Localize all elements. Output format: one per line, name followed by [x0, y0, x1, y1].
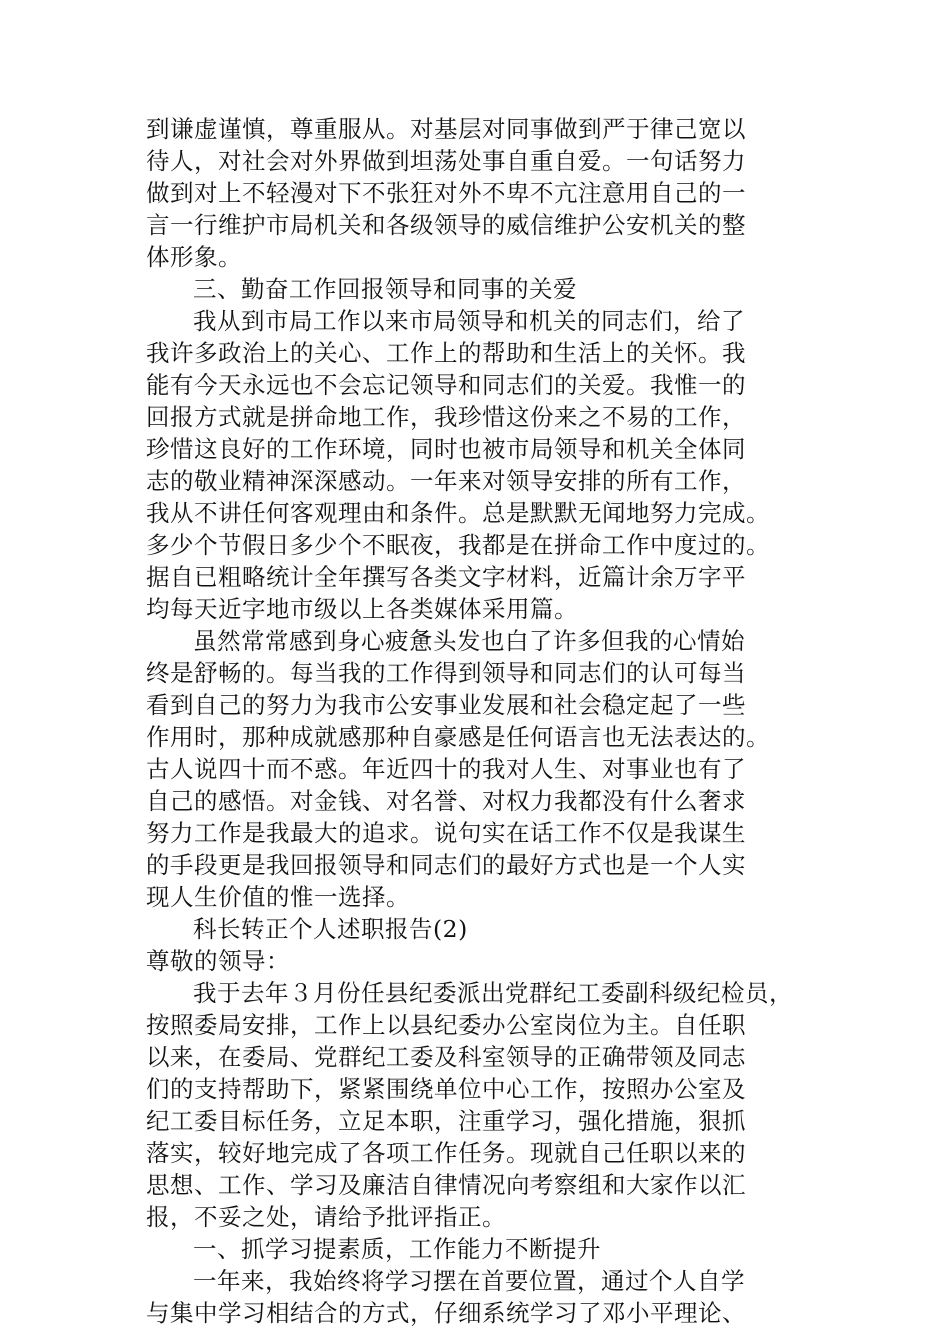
text-line: 落实，较好地完成了各项工作任务。现就自己任职以来的 — [146, 1139, 746, 1167]
text-line: 作用时，那种成就感那种自豪感是任何语言也无法表达的。 — [146, 723, 770, 751]
text-line: 我许多政治上的关心、工作上的帮助和生活上的关怀。我 — [146, 339, 746, 367]
text-line: 珍惜这良好的工作环境，同时也被市局领导和机关全体同 — [146, 435, 746, 463]
text-line: 自己的感悟。对金钱、对名誉、对权力我都没有什么奢求 — [146, 787, 746, 815]
text-line: 做到对上不轻漫对下不张狂对外不卑不亢注意用自己的一 — [146, 179, 746, 207]
text-line: 与集中学习相结合的方式，仔细系统学习了邓小平理论、 — [146, 1299, 746, 1327]
text-line: 我于去年３月份任县纪委派出党群纪工委副科级纪检员， — [193, 979, 793, 1007]
text-line: 按照委局安排，工作上以县纪委办公室岗位为主。自任职 — [146, 1011, 746, 1039]
text-line: 一、抓学习提素质，工作能力不断提升 — [193, 1235, 601, 1263]
text-line: 努力工作是我最大的追求。说句实在话工作不仅是我谋生 — [146, 819, 746, 847]
text-line: 以来，在委局、党群纪工委及科室领导的正确带领及同志 — [146, 1043, 746, 1071]
text-line: 尊敬的领导： — [146, 947, 290, 975]
text-line: 回报方式就是拼命地工作，我珍惜这份来之不易的工作， — [146, 403, 746, 431]
text-line: 一年来，我始终将学习摆在首要位置，通过个人自学 — [193, 1267, 745, 1295]
text-line: 均每天近字地市级以上各类媒体采用篇。 — [146, 595, 578, 623]
text-line: 待人，对社会对外界做到坦荡处事自重自爱。一句话努力 — [146, 147, 746, 175]
text-line: 纪工委目标任务，立足本职，注重学习，强化措施，狠抓 — [146, 1107, 746, 1135]
text-line: 古人说四十而不惑。年近四十的我对人生、对事业也有了 — [146, 755, 746, 783]
text-line: 我从不讲任何客观理由和条件。总是默默无闻地努力完成。 — [146, 499, 770, 527]
text-line: 我从到市局工作以来市局领导和机关的同志们，给了 — [193, 307, 745, 335]
document-body — [146, 113, 806, 1329]
text-line: 言一行维护市局机关和各级领导的威信维护公安机关的整 — [146, 211, 746, 239]
text-line: 虽然常常感到身心疲惫头发也白了许多但我的心情始 — [193, 627, 745, 655]
text-line: 多少个节假日多少个不眠夜，我都是在拼命工作中度过的。 — [146, 531, 770, 559]
text-line: 的手段更是我回报领导和同志们的最好方式也是一个人实 — [146, 851, 746, 879]
text-line: 到谦虚谨慎，尊重服从。对基层对同事做到严于律己宽以 — [146, 115, 746, 143]
text-line: 科长转正个人述职报告(2) — [193, 915, 468, 943]
text-line: 能有今天永远也不会忘记领导和同志们的关爱。我惟一的 — [146, 371, 746, 399]
text-line: 们的支持帮助下，紧紧围绕单位中心工作，按照办公室及 — [146, 1075, 746, 1103]
text-line: 三、勤奋工作回报领导和同事的关爱 — [193, 275, 577, 303]
text-line: 志的敬业精神深深感动。一年来对领导安排的所有工作， — [146, 467, 746, 495]
text-line: 思想、工作、学习及廉洁自律情况向考察组和大家作以汇 — [146, 1171, 746, 1199]
text-line: 终是舒畅的。每当我的工作得到领导和同志们的认可每当 — [146, 659, 746, 687]
text-line: 据自已粗略统计全年撰写各类文字材料，近篇计余万字平 — [146, 563, 746, 591]
text-line: 体形象。 — [146, 243, 242, 271]
text-line: 看到自己的努力为我市公安事业发展和社会稳定起了一些 — [146, 691, 746, 719]
text-line: 报，不妥之处，请给予批评指正。 — [146, 1203, 506, 1231]
text-line: 现人生价值的惟一选择。 — [146, 883, 410, 911]
